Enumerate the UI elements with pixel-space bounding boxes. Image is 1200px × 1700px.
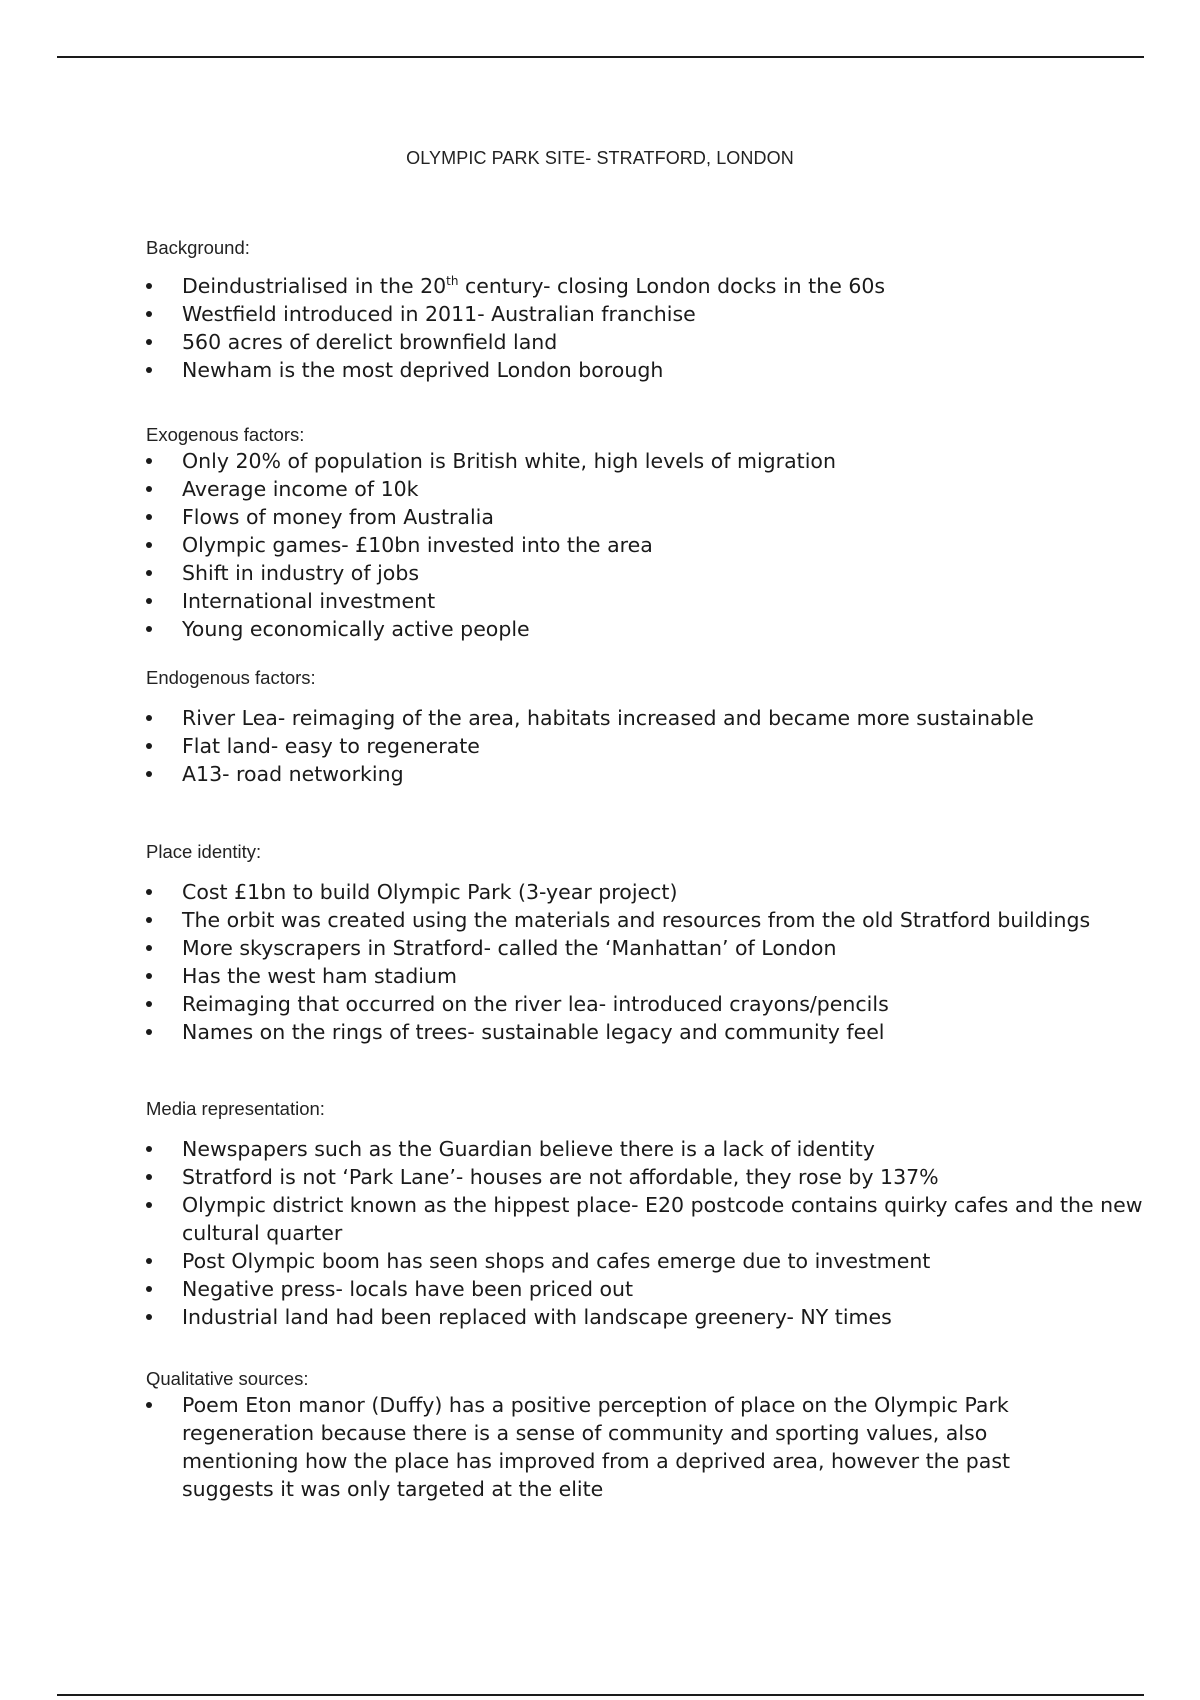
superscript: th: [446, 274, 459, 288]
list-item: [146, 1135, 1146, 1163]
bullet-icon: [146, 598, 152, 604]
list-item-text: century- closing London docks in the 60s: [458, 274, 886, 298]
section-qualitative-sources: [146, 1367, 1146, 1503]
list-item-text: Olympic district known as the hippest place- E20 postcode contains quirky cafes and the new cultural quarter: [182, 1193, 1143, 1245]
list-item: [146, 1163, 1146, 1191]
list-item: [146, 559, 1146, 587]
list-item-text: Shift in industry of jobs: [182, 561, 420, 585]
section-media-representation: [146, 1097, 1146, 1331]
list-item: [146, 906, 1146, 934]
section-endogenous: [146, 666, 1146, 788]
bullet-icon: [146, 283, 152, 289]
bullet-icon: [146, 626, 152, 632]
bullet-icon: [146, 1402, 152, 1408]
list-item-text: Cost £1bn to build Olympic Park (3-year project): [182, 880, 678, 904]
list-item-text: Only 20% of population is British white, high levels of migration: [182, 449, 836, 473]
list-item-text: Newham is the most deprived London borough: [182, 358, 664, 382]
list-item-text: Names on the rings of trees- sustainable legacy and community feel: [182, 1020, 885, 1044]
list-item: [146, 1275, 1146, 1303]
list-item-text: Reimaging that occurred on the river lea- introduced crayons/pencils: [182, 992, 889, 1016]
list-item-text: More skyscrapers in Stratford- called the ‘Manhattan’ of London: [182, 936, 837, 960]
section-heading: Qualitative sources:: [146, 1368, 309, 1389]
list-item-text: The orbit was created using the materials and resources from the old Stratford buildings: [182, 908, 1091, 932]
bullet-icon: [146, 570, 152, 576]
bullet-icon: [146, 771, 152, 777]
bullet-list: [146, 1135, 1146, 1331]
list-item: [146, 878, 1146, 906]
section-heading: Exogenous factors:: [146, 424, 305, 445]
bullet-icon: [146, 1146, 152, 1152]
bullet-list: [146, 704, 1146, 788]
bullet-icon: [146, 458, 152, 464]
section-heading: Media representation:: [146, 1098, 325, 1119]
section-heading: Background:: [146, 237, 250, 258]
list-item-text: Industrial land had been replaced with landscape greenery- NY times: [182, 1305, 892, 1329]
list-item: [146, 1191, 1146, 1247]
list-item-text: Newspapers such as the Guardian believe there is a lack of identity: [182, 1137, 875, 1161]
bullet-icon: [146, 514, 152, 520]
bullet-icon: [146, 339, 152, 345]
bullet-icon: [146, 1029, 152, 1035]
bottom-rule: [57, 1694, 1144, 1696]
bullet-list: [146, 272, 1146, 384]
list-item-text: Negative press- locals have been priced out: [182, 1277, 634, 1301]
section-heading: Place identity:: [146, 841, 262, 862]
section-place-identity: [146, 840, 1146, 1046]
list-item-text: Average income of 10k: [182, 477, 419, 501]
list-item: [146, 475, 1146, 503]
bullet-icon: [146, 945, 152, 951]
section-heading: Endogenous factors:: [146, 667, 316, 688]
list-item: [146, 962, 1146, 990]
list-item: [146, 990, 1146, 1018]
list-item: [146, 1391, 1082, 1503]
list-item: [146, 531, 1146, 559]
list-item: [146, 1018, 1146, 1046]
list-item-text: Deindustrialised in the 20: [182, 274, 447, 298]
list-item: [146, 760, 1146, 788]
bullet-icon: [146, 1174, 152, 1180]
list-item-text: Flows of money from Australia: [182, 505, 494, 529]
bullet-icon: [146, 542, 152, 548]
bullet-icon: [146, 1258, 152, 1264]
list-item: [146, 587, 1146, 615]
list-item-text: Olympic games- £10bn invested into the area: [182, 533, 653, 557]
bullet-icon: [146, 743, 152, 749]
bullet-list: [146, 878, 1146, 1046]
list-item: [146, 934, 1146, 962]
list-item: [146, 447, 1146, 475]
list-item: [146, 503, 1146, 531]
list-item-text: Poem Eton manor (Duffy) has a positive perception of place on the Olympic Park regeneration because there is a sense of community and sporting values, also mentioning how the place has improved from a deprived area, however the past suggests it was only targeted at the elite: [182, 1393, 1011, 1501]
bullet-icon: [146, 973, 152, 979]
section-exogenous: [146, 423, 1146, 643]
bullet-list: [146, 1391, 1146, 1503]
bullet-icon: [146, 715, 152, 721]
list-item: [146, 704, 1146, 732]
bullet-icon: [146, 486, 152, 492]
list-item: [146, 300, 1146, 328]
bullet-icon: [146, 1314, 152, 1320]
bullet-icon: [146, 311, 152, 317]
list-item-text: Post Olympic boom has seen shops and cafes emerge due to investment: [182, 1249, 931, 1273]
list-item: [146, 615, 1146, 643]
list-item-text: Has the west ham stadium: [182, 964, 457, 988]
bullet-icon: [146, 367, 152, 373]
list-item: [146, 732, 1146, 760]
list-item: [146, 356, 1146, 384]
list-item-text: Westfield introduced in 2011- Australian franchise: [182, 302, 696, 326]
section-background: [146, 236, 1146, 384]
list-item: [146, 272, 1146, 300]
page-title: OLYMPIC PARK SITE- STRATFORD, LONDON: [406, 148, 794, 168]
list-item-text: Stratford is not ‘Park Lane’- houses are not affordable, they rose by 137%: [182, 1165, 939, 1189]
list-item-text: Flat land- easy to regenerate: [182, 734, 480, 758]
list-item-text: A13- road networking: [182, 762, 404, 786]
list-item: [146, 1303, 1146, 1331]
top-rule: [57, 56, 1144, 58]
list-item-text: Young economically active people: [182, 617, 530, 641]
bullet-icon: [146, 1001, 152, 1007]
list-item: [146, 1247, 1146, 1275]
bullet-icon: [146, 889, 152, 895]
bullet-icon: [146, 1286, 152, 1292]
bullet-list: [146, 447, 1146, 643]
list-item-text: River Lea- reimaging of the area, habitats increased and became more sustainable: [182, 706, 1034, 730]
list-item-text: International investment: [182, 589, 436, 613]
bullet-icon: [146, 917, 152, 923]
list-item-text: 560 acres of derelict brownfield land: [182, 330, 558, 354]
bullet-icon: [146, 1202, 152, 1208]
list-item: [146, 328, 1146, 356]
